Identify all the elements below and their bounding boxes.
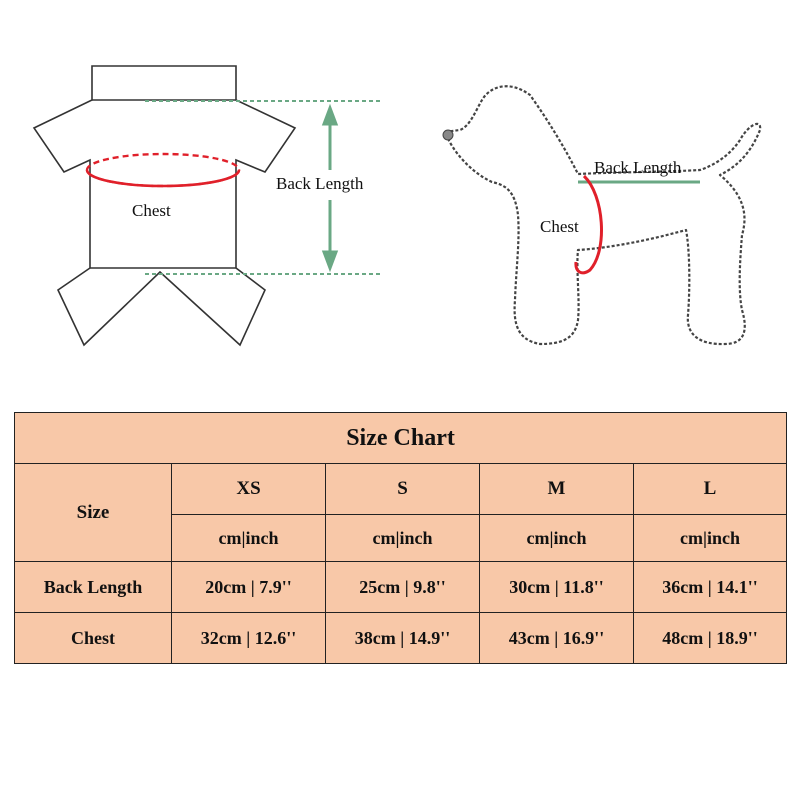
back-length-xs: 20cm | 7.9'' [172, 562, 326, 613]
chest-m: 43cm | 16.9'' [480, 613, 634, 664]
size-chart-table [14, 412, 787, 664]
size-header-row [15, 464, 787, 515]
back-length-l: 36cm | 14.1'' [634, 562, 787, 613]
unit-s: cm|inch [326, 515, 480, 562]
dog-back-length-label: Back Length [594, 158, 682, 177]
unit-l: cm|inch [634, 515, 787, 562]
size-s: S [326, 464, 480, 515]
dog-illustration [446, 86, 760, 344]
size-xs: XS [172, 464, 326, 515]
chest-xs: 32cm | 12.6'' [172, 613, 326, 664]
dog-outline [446, 86, 760, 344]
size-chart-title: Size Chart [15, 413, 787, 464]
chest-row-label: Chest [15, 613, 172, 664]
size-m: M [480, 464, 634, 515]
size-chart-title-row [15, 413, 787, 464]
chest-row [15, 613, 787, 664]
chest-s: 38cm | 14.9'' [326, 613, 480, 664]
garment-back-length-label: Back Length [276, 174, 364, 193]
back-length-row-label: Back Length [15, 562, 172, 613]
size-header: Size [15, 464, 172, 562]
chest-l: 48cm | 18.9'' [634, 613, 787, 664]
size-l: L [634, 464, 787, 515]
unit-m: cm|inch [480, 515, 634, 562]
dog-chest-measure [576, 176, 602, 273]
unit-xs: cm|inch [172, 515, 326, 562]
dog-nose [443, 130, 453, 140]
back-length-s: 25cm | 9.8'' [326, 562, 480, 613]
back-length-row [15, 562, 787, 613]
garment-chest-label: Chest [132, 201, 171, 220]
dog-chest-label: Chest [540, 217, 579, 236]
back-length-m: 30cm | 11.8'' [480, 562, 634, 613]
